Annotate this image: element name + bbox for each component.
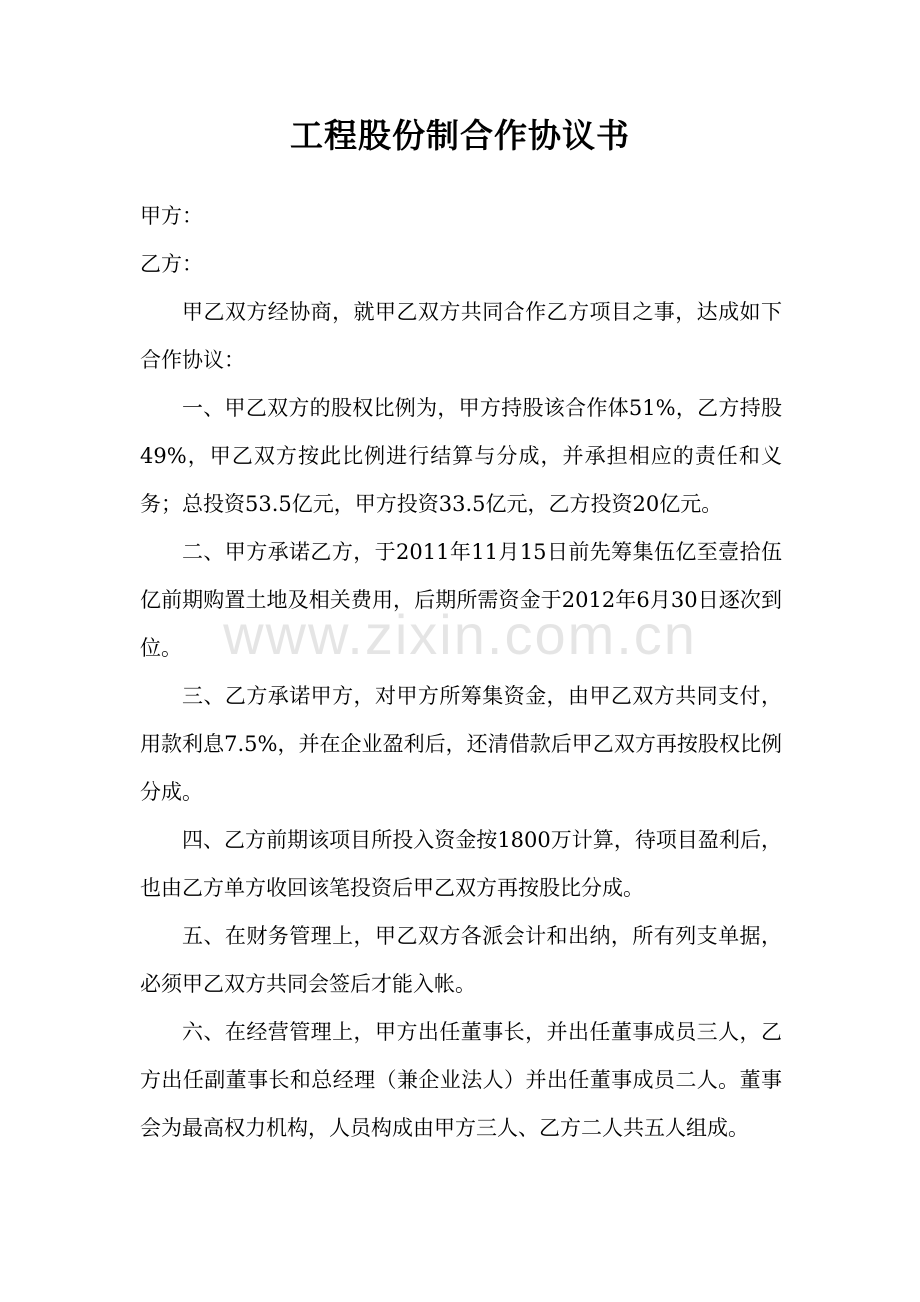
clause-6: 六、在经营管理上，甲方出任董事长，并出任董事成员三人，乙方出任副董事长和总经理（兼企业法人）并出任董事成员二人。董事会为最高权力机构，人员构成由甲方三人、乙方二人共五人组成。 xyxy=(140,1020,782,1140)
clause-1: 一、甲乙双方的股权比例为，甲方持股该合作体51%，乙方持股49%，甲乙双方按此比例进行结算与分成，并承担相应的责任和义务；总投资53.5亿元，甲方投资33.5亿元，乙方投资20亿元。 xyxy=(140,396,782,516)
document-title: 工程股份制合作协议书 xyxy=(290,116,630,155)
watermark: www.zixin.com.cn xyxy=(223,603,697,666)
intro-paragraph: 甲乙双方经协商，就甲乙双方共同合作乙方项目之事，达成如下合作协议： xyxy=(140,300,782,372)
clause-3: 三、乙方承诺甲方，对甲方所筹集资金，由甲乙双方共同支付，用款利息7.5%，并在企业盈利后，还清借款后甲乙双方再按股权比例分成。 xyxy=(140,684,782,804)
clause-2: 二、甲方承诺乙方，于2011年11月15日前先筹集伍亿至壹拾伍亿前期购置土地及相关费用，后期所需资金于2012年6月30日逐次到位。 xyxy=(140,540,782,660)
party-a-line: 甲方： xyxy=(140,204,203,228)
document-body xyxy=(140,192,782,1152)
clause-4: 四、乙方前期该项目所投入资金按1800万计算，待项目盈利后，也由乙方单方收回该笔投资后甲乙双方再按股比分成。 xyxy=(140,828,782,900)
clause-5: 五、在财务管理上，甲乙双方各派会计和出纳，所有列支单据，必须甲乙双方共同会签后才能入帐。 xyxy=(140,924,782,996)
party-b-line: 乙方： xyxy=(140,252,203,276)
